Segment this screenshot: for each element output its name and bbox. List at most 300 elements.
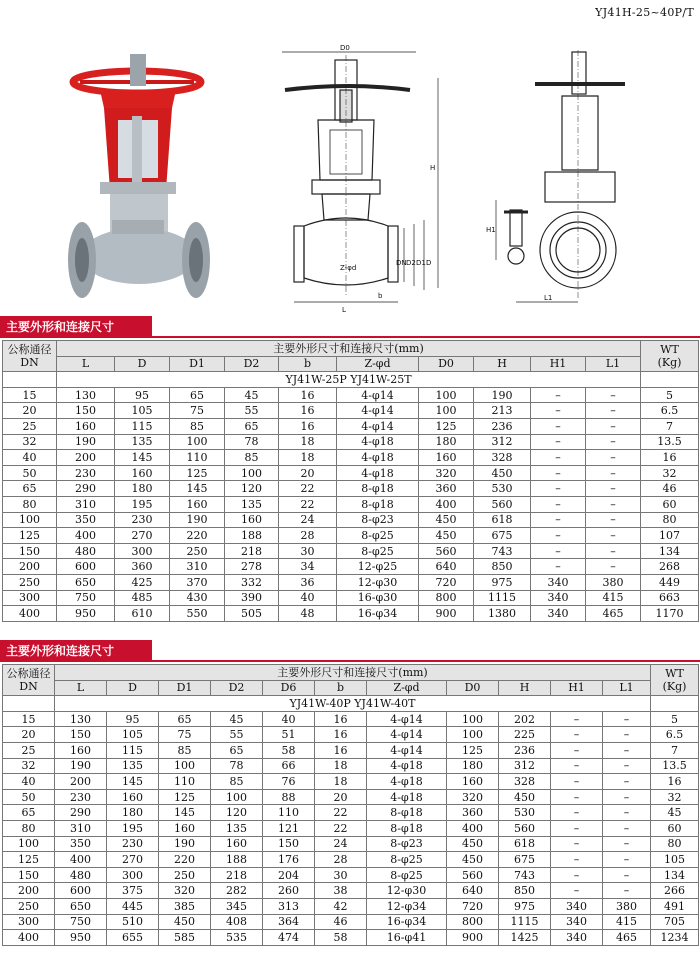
table-cell: 950 <box>57 606 115 622</box>
table-cell: 230 <box>57 465 115 481</box>
table-cell: 16 <box>279 387 337 403</box>
table-cell: 160 <box>225 512 279 528</box>
table-row <box>3 418 699 434</box>
table-row <box>3 574 699 590</box>
table-cell: 6.5 <box>651 727 699 743</box>
table-cell: 408 <box>211 914 263 930</box>
table-cell: 16 <box>315 727 367 743</box>
table-cell: – <box>586 528 641 544</box>
table-cell: 320 <box>419 465 474 481</box>
table-cell: 100 <box>419 387 474 403</box>
table-cell: 28 <box>315 852 367 868</box>
table-cell: 160 <box>55 742 107 758</box>
table-cell: 130 <box>55 711 107 727</box>
table-cell: 975 <box>474 574 531 590</box>
table-cell: 25 <box>3 418 57 434</box>
table-cell: – <box>586 418 641 434</box>
table-cell: 20 <box>3 727 55 743</box>
table-cell: – <box>551 742 603 758</box>
table-cell: 340 <box>531 606 586 622</box>
table-cell: 85 <box>170 418 225 434</box>
table-cell: 1234 <box>651 930 699 946</box>
table-row <box>3 711 699 727</box>
table-cell: 560 <box>499 820 551 836</box>
table-cell: – <box>603 836 651 852</box>
table-cell: 100 <box>447 727 499 743</box>
table-cell: 7 <box>651 742 699 758</box>
table-cell: 50 <box>3 789 55 805</box>
table-cell: 85 <box>159 742 211 758</box>
table-row <box>3 820 699 836</box>
table-cell: – <box>603 774 651 790</box>
table-cell: – <box>531 450 586 466</box>
table-cell: 160 <box>170 496 225 512</box>
table-cell: 65 <box>159 711 211 727</box>
table-cell: – <box>586 450 641 466</box>
spec-table-40 <box>2 664 699 946</box>
table-row <box>3 403 699 419</box>
column-header: D1 <box>170 356 225 372</box>
column-header: D2 <box>225 356 279 372</box>
table-cell: 900 <box>419 606 474 622</box>
table-cell: 145 <box>115 450 170 466</box>
table-row <box>3 496 699 512</box>
table-cell: 95 <box>107 711 159 727</box>
header-wt: WT (Kg) <box>651 665 699 696</box>
svg-text:L: L <box>342 306 346 314</box>
table-cell: 13.5 <box>641 434 699 450</box>
table-cell: 48 <box>279 606 337 622</box>
table-cell: 80 <box>3 496 57 512</box>
table-cell: 450 <box>159 914 211 930</box>
table-cell: 18 <box>279 434 337 450</box>
table-cell: 125 <box>159 789 211 805</box>
table-cell: 130 <box>57 387 115 403</box>
table-cell: 663 <box>641 590 699 606</box>
table-cell: 20 <box>3 403 57 419</box>
column-header: H <box>499 680 551 696</box>
table-cell: 100 <box>170 434 225 450</box>
table-cell: 58 <box>315 930 367 946</box>
column-header: D <box>107 680 159 696</box>
table-cell: 8-φ18 <box>367 805 447 821</box>
table-cell: 32 <box>3 758 55 774</box>
table-cell: – <box>551 727 603 743</box>
table-cell: 640 <box>447 883 499 899</box>
table-cell: 12-φ34 <box>367 898 447 914</box>
table-cell: 385 <box>159 898 211 914</box>
table-cell: – <box>531 512 586 528</box>
table-cell: 16-φ41 <box>367 930 447 946</box>
column-header: D6 <box>263 680 315 696</box>
table-cell: 1425 <box>499 930 551 946</box>
table-cell: – <box>586 543 641 559</box>
table-row <box>3 387 699 403</box>
table-cell: 100 <box>159 758 211 774</box>
table-cell: 4-φ18 <box>337 434 419 450</box>
table-cell: 160 <box>115 465 170 481</box>
table-cell: 60 <box>651 820 699 836</box>
svg-text:L1: L1 <box>544 294 553 302</box>
table-cell: 390 <box>225 590 279 606</box>
table-cell: 480 <box>55 867 107 883</box>
table-cell: 560 <box>447 867 499 883</box>
table-cell: 78 <box>225 434 279 450</box>
table-cell: 46 <box>315 914 367 930</box>
header-dn: 公称通径 DN <box>3 341 57 372</box>
table-cell: – <box>531 481 586 497</box>
table-cell: 135 <box>107 758 159 774</box>
table-cell: 4-φ18 <box>367 774 447 790</box>
table-cell: 220 <box>170 528 225 544</box>
table-cell: 720 <box>419 574 474 590</box>
table-row <box>3 930 699 946</box>
table-cell: 25 <box>3 742 55 758</box>
header-dims: 主要外形尺寸和连接尺寸(mm) <box>55 665 651 681</box>
table-cell: 5 <box>641 387 699 403</box>
table-cell: 135 <box>115 434 170 450</box>
table-cell: 38 <box>315 883 367 899</box>
table-cell: 560 <box>419 543 474 559</box>
table-cell: 705 <box>651 914 699 930</box>
table-cell: – <box>603 758 651 774</box>
table-cell: 600 <box>57 559 115 575</box>
table-cell: 320 <box>159 883 211 899</box>
table-cell: 4-φ14 <box>367 727 447 743</box>
table-cell: 115 <box>107 742 159 758</box>
table-cell: 180 <box>107 805 159 821</box>
table-cell: 110 <box>159 774 211 790</box>
svg-text:b: b <box>378 292 383 300</box>
table-cell: 4-φ14 <box>337 403 419 419</box>
model-code: YJ41H-25~40P/T <box>595 6 694 19</box>
section-bar-1 <box>0 316 700 338</box>
table-cell: 65 <box>225 418 279 434</box>
table-cell: 230 <box>107 836 159 852</box>
table-cell: 22 <box>279 496 337 512</box>
table-cell: 450 <box>447 852 499 868</box>
table-cell: 95 <box>115 387 170 403</box>
table-cell: 8-φ23 <box>337 512 419 528</box>
table-cell: 236 <box>474 418 531 434</box>
table-cell: 6.5 <box>641 403 699 419</box>
table-cell: 4-φ18 <box>337 450 419 466</box>
table-cell: 750 <box>55 914 107 930</box>
table-cell: 485 <box>115 590 170 606</box>
column-header: Z-φd <box>337 356 419 372</box>
table-cell: – <box>586 434 641 450</box>
table-cell: 46 <box>641 481 699 497</box>
table-cell: 18 <box>315 774 367 790</box>
table-cell: 312 <box>499 758 551 774</box>
table-cell: 180 <box>447 758 499 774</box>
table-cell: – <box>551 774 603 790</box>
table-cell: 350 <box>55 836 107 852</box>
table-cell: 465 <box>603 930 651 946</box>
table-cell: 800 <box>447 914 499 930</box>
table-cell: 328 <box>474 450 531 466</box>
header-dn: 公称通径 DN <box>3 665 55 696</box>
table-cell: 225 <box>499 727 551 743</box>
table-cell: 135 <box>225 496 279 512</box>
table-cell: 22 <box>315 820 367 836</box>
table-cell: 30 <box>279 543 337 559</box>
table-cell: 32 <box>641 465 699 481</box>
table-cell: 100 <box>447 711 499 727</box>
table-cell: – <box>531 528 586 544</box>
column-header: D2 <box>211 680 263 696</box>
svg-text:Z-φd: Z-φd <box>340 264 357 272</box>
table-cell: 105 <box>107 727 159 743</box>
table-cell: – <box>603 820 651 836</box>
table-cell: 340 <box>551 930 603 946</box>
table-cell: 16 <box>279 403 337 419</box>
table-cell: – <box>586 465 641 481</box>
table-row <box>3 434 699 450</box>
table-cell: 80 <box>641 512 699 528</box>
table-cell: 800 <box>419 590 474 606</box>
table-cell: 16 <box>279 418 337 434</box>
table-cell: 30 <box>315 867 367 883</box>
side-drawing <box>496 50 625 302</box>
table-cell: 12-φ30 <box>367 883 447 899</box>
table-cell: 268 <box>641 559 699 575</box>
table-cell: 7 <box>641 418 699 434</box>
table-cell: – <box>586 496 641 512</box>
table-cell: 8-φ23 <box>367 836 447 852</box>
table-cell: 150 <box>57 403 115 419</box>
table-cell: 150 <box>263 836 315 852</box>
table-cell: 18 <box>315 758 367 774</box>
table-cell: – <box>551 852 603 868</box>
table-cell: 400 <box>419 496 474 512</box>
table-cell: 125 <box>447 742 499 758</box>
table-cell: 449 <box>641 574 699 590</box>
table-cell: 4-φ18 <box>367 789 447 805</box>
table-row <box>3 465 699 481</box>
table-cell: 5 <box>651 711 699 727</box>
table-row <box>3 742 699 758</box>
table-cell: 16 <box>315 742 367 758</box>
svg-text:D1: D1 <box>416 259 426 267</box>
table-cell: 16 <box>651 774 699 790</box>
column-header: L1 <box>586 356 641 372</box>
table-cell: 266 <box>651 883 699 899</box>
svg-text:D: D <box>426 259 432 267</box>
table-cell: 135 <box>211 820 263 836</box>
table-cell: 310 <box>170 559 225 575</box>
table-cell: 110 <box>263 805 315 821</box>
table-cell: 250 <box>3 898 55 914</box>
table-cell: – <box>551 867 603 883</box>
table-cell: 134 <box>651 867 699 883</box>
table-cell: 150 <box>55 727 107 743</box>
column-header: Z-φd <box>367 680 447 696</box>
table-cell: 270 <box>115 528 170 544</box>
table-cell: – <box>586 559 641 575</box>
table-cell: 65 <box>3 805 55 821</box>
table-cell: 585 <box>159 930 211 946</box>
table-cell: 743 <box>474 543 531 559</box>
table-cell: 328 <box>499 774 551 790</box>
table-cell: 213 <box>474 403 531 419</box>
table-cell: 16 <box>315 711 367 727</box>
table-cell: 445 <box>107 898 159 914</box>
table-row <box>3 606 699 622</box>
table-cell: – <box>603 711 651 727</box>
table-cell: 100 <box>3 836 55 852</box>
table-cell: 190 <box>170 512 225 528</box>
table-cell: 364 <box>263 914 315 930</box>
table-cell: 202 <box>499 711 551 727</box>
table-cell: 85 <box>225 450 279 466</box>
table-cell: 400 <box>3 606 57 622</box>
table-cell: 250 <box>3 574 57 590</box>
table-cell: 474 <box>263 930 315 946</box>
table-cell: 850 <box>499 883 551 899</box>
table-cell: 4-φ18 <box>337 465 419 481</box>
svg-text:D0: D0 <box>340 44 350 52</box>
table-cell: – <box>531 418 586 434</box>
table-cell: 230 <box>115 512 170 528</box>
table-cell: 350 <box>57 512 115 528</box>
table-cell: 13.5 <box>651 758 699 774</box>
table-cell: 200 <box>55 774 107 790</box>
table-cell: 145 <box>107 774 159 790</box>
table-cell: 190 <box>159 836 211 852</box>
table-cell: – <box>531 387 586 403</box>
table-cell: 176 <box>263 852 315 868</box>
table-cell: 180 <box>115 481 170 497</box>
table-cell: 450 <box>419 512 474 528</box>
table-cell: 160 <box>211 836 263 852</box>
table-cell: 100 <box>419 403 474 419</box>
table-row <box>3 559 699 575</box>
table-cell: – <box>551 789 603 805</box>
table-row <box>3 774 699 790</box>
table-cell: 160 <box>419 450 474 466</box>
table-cell: 125 <box>170 465 225 481</box>
table-row <box>3 852 699 868</box>
table-row <box>3 836 699 852</box>
table-cell: 340 <box>551 898 603 914</box>
table-cell: – <box>603 852 651 868</box>
table-cell: 160 <box>57 418 115 434</box>
table-cell: 195 <box>115 496 170 512</box>
table-cell: 195 <box>107 820 159 836</box>
table-cell: 55 <box>225 403 279 419</box>
table-cell: 260 <box>263 883 315 899</box>
table-cell: 491 <box>651 898 699 914</box>
table-cell: 115 <box>115 418 170 434</box>
table-cell: 120 <box>211 805 263 821</box>
table-cell: 16-φ30 <box>337 590 419 606</box>
table-cell: 850 <box>474 559 531 575</box>
table-cell: 150 <box>3 543 57 559</box>
table-cell: 180 <box>419 434 474 450</box>
table-cell: 22 <box>279 481 337 497</box>
table-row <box>3 450 699 466</box>
table-cell: 300 <box>3 590 57 606</box>
table-cell: 290 <box>57 481 115 497</box>
table-cell: – <box>586 512 641 528</box>
table-cell: – <box>603 883 651 899</box>
table-row <box>3 867 699 883</box>
series-label: YJ41W-40P YJ41W-40T <box>55 696 651 712</box>
column-header: L <box>55 680 107 696</box>
table-cell: 450 <box>419 528 474 544</box>
table-cell: 190 <box>57 434 115 450</box>
table-cell: 720 <box>447 898 499 914</box>
table-cell: 640 <box>419 559 474 575</box>
table-cell: 134 <box>641 543 699 559</box>
table-cell: 58 <box>263 742 315 758</box>
table-cell: 282 <box>211 883 263 899</box>
table-cell: 400 <box>3 930 55 946</box>
table-row <box>3 883 699 899</box>
table-cell: 675 <box>474 528 531 544</box>
table-cell: 250 <box>159 867 211 883</box>
column-header: H1 <box>551 680 603 696</box>
table-cell: 40 <box>263 711 315 727</box>
table-cell: – <box>551 711 603 727</box>
table-cell: 220 <box>159 852 211 868</box>
table-row <box>3 590 699 606</box>
table-cell: 125 <box>419 418 474 434</box>
table-cell: 120 <box>225 481 279 497</box>
table-cell: 360 <box>447 805 499 821</box>
table-row <box>3 727 699 743</box>
table-row <box>3 789 699 805</box>
table-cell: 105 <box>115 403 170 419</box>
table-cell: 36 <box>279 574 337 590</box>
table-cell: 188 <box>225 528 279 544</box>
table-cell: 125 <box>3 528 57 544</box>
table-cell: 32 <box>3 434 57 450</box>
table-cell: 450 <box>499 789 551 805</box>
svg-text:DN: DN <box>396 259 407 267</box>
table-cell: 312 <box>474 434 531 450</box>
table-cell: 51 <box>263 727 315 743</box>
table-cell: 750 <box>57 590 115 606</box>
table-cell: 16-φ34 <box>367 914 447 930</box>
valve-photo <box>68 54 210 298</box>
table-cell: 8-φ18 <box>367 820 447 836</box>
table-row <box>3 758 699 774</box>
table-cell: 610 <box>115 606 170 622</box>
table-cell: 340 <box>551 914 603 930</box>
table-cell: 200 <box>57 450 115 466</box>
table-cell: – <box>551 805 603 821</box>
table-cell: 370 <box>170 574 225 590</box>
svg-text:H: H <box>430 164 436 172</box>
table-cell: 105 <box>651 852 699 868</box>
table-cell: 150 <box>3 867 55 883</box>
table-cell: 300 <box>3 914 55 930</box>
table-cell: 76 <box>263 774 315 790</box>
table-cell: 400 <box>57 528 115 544</box>
table-cell: 8-φ18 <box>337 481 419 497</box>
table-cell: 975 <box>499 898 551 914</box>
table-cell: 450 <box>447 836 499 852</box>
table-cell: 145 <box>159 805 211 821</box>
table-cell: 535 <box>211 930 263 946</box>
table-cell: 415 <box>586 590 641 606</box>
column-header: D0 <box>447 680 499 696</box>
column-header: H <box>474 356 531 372</box>
table-cell: 618 <box>499 836 551 852</box>
table-cell: 78 <box>211 758 263 774</box>
